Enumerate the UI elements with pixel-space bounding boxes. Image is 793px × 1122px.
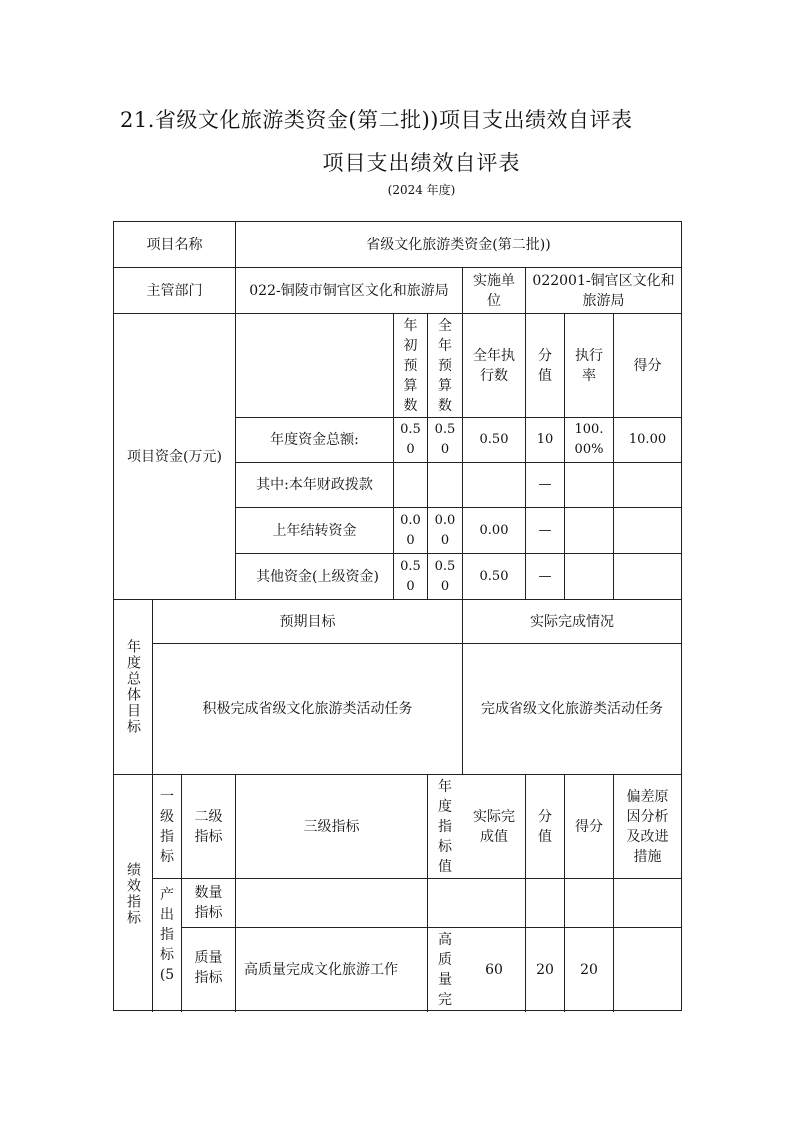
funds-row-weight: — [538,522,552,538]
indicator-level2: 质量指标 [194,950,223,986]
performance-indicator-label: 绩效指标 [125,861,141,926]
funds-row-weight: — [538,568,552,584]
indicator-score: 20 [580,962,598,978]
header-ind-weight: 分值 [538,808,552,845]
funds-row-initial [394,463,427,507]
table-title: 项目支出绩效自评表 [322,151,521,175]
document-title: 21.省级文化旅游类资金(第二批))项目支出绩效自评表 [120,108,633,132]
funds-label: 项目资金(万元) [127,448,222,465]
funds-row-full [428,463,462,507]
actual-goal-header: 实际完成情况 [530,613,614,630]
funds-row-score [614,554,681,599]
header-annual-value: 年度指标值 [438,778,452,875]
impl-unit-value: 022001-铜官区文化和旅游局 [532,272,675,309]
project-name-label: 项目名称 [146,236,203,253]
funds-row-full: 0.50 [434,558,456,594]
funds-row-label: 年度资金总额: [270,432,359,448]
header-initial-budget: 年初预算数 [403,317,418,414]
actual-goal-value: 完成省级文化旅游类活动任务 [481,701,663,717]
funds-row-label: 其中:本年财政拨款 [256,477,373,493]
dept-value: 022-铜陵市铜官区文化和旅游局 [249,282,449,299]
header-level3: 三级指标 [303,818,360,835]
indicator-level3 [236,879,427,927]
indicator-annual-value [428,879,462,927]
funds-row-label: 其他资金(上级资金) [256,568,379,585]
funds-row-weight: — [538,477,552,492]
funds-row-full: 0.00 [434,512,456,548]
indicator-deviation [614,879,681,927]
header-actual-value: 实际完成值 [473,808,515,845]
funds-row-rate [565,508,613,553]
header-executed: 全年执行数 [473,347,515,384]
indicator-actual-value [463,879,525,927]
header-ind-score: 得分 [575,818,603,835]
indicator-weight: 20 [536,962,554,978]
performance-table [113,221,682,1011]
header-deviation: 偏差原因分析及改进措施 [626,788,669,865]
header-level1: 一级指标 [160,788,174,865]
header-full-budget: 全年预算数 [438,317,452,414]
indicator-level2: 数量指标 [194,885,223,921]
indicator-actual-value: 60 [485,962,503,978]
indicator-annual-value: 高质量完 [438,932,452,1008]
header-score: 得分 [633,357,662,374]
dept-label: 主管部门 [146,282,203,299]
output-indicator-label: 产出指标(5 [159,887,175,983]
funds-row-full: 0.50 [434,422,456,457]
indicator-weight [526,879,564,927]
expected-goal-value: 积极完成省级文化旅游类活动任务 [202,701,413,717]
project-name-value: 省级文化旅游类资金(第二批)) [366,236,551,253]
funds-row-rate [565,463,613,507]
funds-row-executed: 0.00 [479,522,509,538]
funds-row-score [614,463,681,507]
funds-row-weight: 10 [536,432,554,447]
header-weight: 分值 [538,347,552,384]
funds-row-executed: 0.50 [479,432,509,447]
funds-row-initial: 0.50 [400,422,421,457]
funds-row-rate [565,554,613,599]
funds-row-score [614,508,681,553]
funds-row-initial: 0.50 [400,558,421,594]
year-label: (2024 年度) [387,183,456,197]
funds-row-score: 10.00 [628,432,667,447]
funds-row-executed [463,463,525,507]
impl-unit-label: 实施单位 [473,272,515,309]
indicator-level3: 高质量完成文化旅游工作 [244,962,398,978]
funds-row-executed: 0.50 [479,568,509,584]
annual-goal-label: 年度总体目标 [125,639,141,735]
funds-row-rate: 100.00% [574,422,604,457]
expected-goal-header: 预期目标 [279,613,336,630]
funds-row-initial: 0.00 [400,512,421,548]
header-level2: 二级指标 [194,808,223,845]
funds-row-label: 上年结转资金 [272,522,357,539]
indicator-deviation [614,928,681,1012]
indicator-score [565,879,613,927]
header-exec-rate: 执行率 [575,347,603,384]
